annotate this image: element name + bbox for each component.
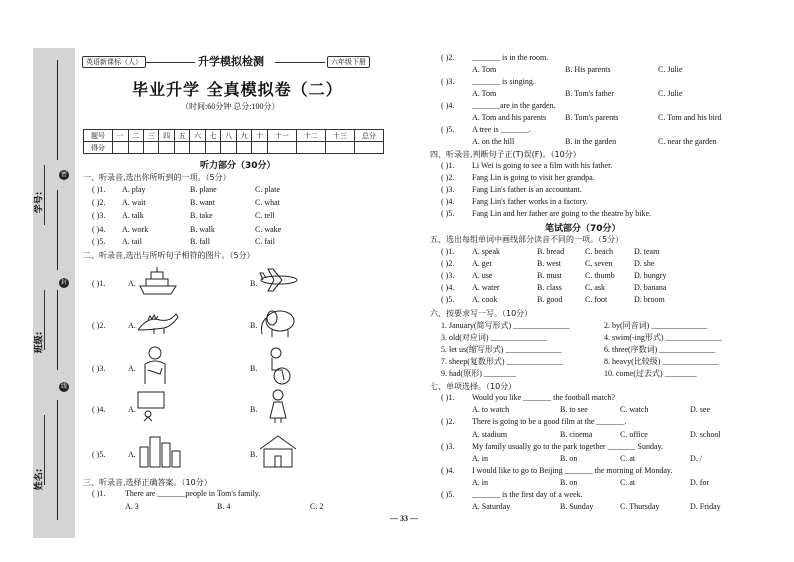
- option-c: C. at: [620, 454, 636, 463]
- fill-item[interactable]: 4. swim(-ing形式) ______________: [604, 333, 722, 342]
- option-b: B. Tom's father: [565, 89, 614, 98]
- option-b: B. west: [537, 259, 561, 268]
- question-number[interactable]: ( )2.: [441, 53, 455, 62]
- class-field[interactable]: [44, 290, 45, 350]
- question-text: A tree is _______.: [472, 125, 531, 134]
- table-cell: 十一: [267, 130, 296, 142]
- option-a: A. water: [472, 283, 500, 292]
- statement-text: Fang Lin's father is an accountant.: [472, 185, 582, 194]
- option-d: D. see: [690, 405, 710, 414]
- table-cell: 题号: [84, 130, 113, 142]
- option-a: A. Tom: [472, 65, 497, 74]
- question-text: My family usually go to the park together _______ Sunday.: [472, 442, 664, 451]
- section-5-title: 五、选出每组单词中画线部分读音不同的一项。（5分）: [430, 235, 624, 244]
- option-b: B. class: [537, 283, 562, 292]
- option-b: B.: [250, 279, 258, 288]
- table-cell: 一: [113, 130, 128, 142]
- statement-text: Fang Lin is going to visit her grandpa.: [472, 173, 595, 182]
- option-d: D. banana: [634, 283, 667, 292]
- question-number[interactable]: ( )5.: [441, 209, 455, 218]
- option-c: C. ask: [585, 283, 605, 292]
- city-buildings-icon: [138, 433, 182, 469]
- option-d: D. hungry: [634, 271, 667, 280]
- injured-boy-icon: [140, 346, 170, 386]
- fill-item[interactable]: 5. let us(缩写形式) ______________: [441, 345, 562, 354]
- score-header-row: [84, 130, 384, 142]
- option-c: C. thumb: [585, 271, 615, 280]
- option-c: C. wake: [255, 225, 282, 234]
- class-label: 班级:: [34, 331, 45, 354]
- binding-strip: [33, 48, 75, 538]
- option-d: D. broom: [634, 295, 665, 304]
- option-a: A.: [128, 364, 136, 373]
- option-c: C. what: [255, 198, 280, 207]
- option-c: C. Thursday: [620, 502, 660, 511]
- option-c: C. Tom and his bird: [658, 113, 722, 122]
- table-cell: 四: [159, 130, 174, 142]
- question-text: There are _______people in Tom's family.: [125, 489, 261, 498]
- house-icon: [258, 433, 298, 469]
- option-a: A. Tom and his parents: [472, 113, 547, 122]
- written-header: 笔试部分（70分）: [545, 224, 621, 234]
- score-cell[interactable]: [296, 142, 325, 154]
- option-b: B.: [250, 405, 258, 414]
- option-b: B.: [250, 321, 258, 330]
- score-row: [84, 142, 384, 154]
- listening-header: 听力部分（30分）: [200, 161, 276, 171]
- score-cell[interactable]: [143, 142, 158, 154]
- dinosaur-icon: [136, 308, 180, 336]
- option-b: B. Sunday: [560, 502, 594, 511]
- option-b: B. His parents: [565, 65, 611, 74]
- option-d: D. /: [690, 454, 702, 463]
- option-b: B.: [250, 364, 258, 373]
- option-b: B. take: [190, 211, 213, 220]
- option-b: B. good: [537, 295, 563, 304]
- score-cell[interactable]: [267, 142, 296, 154]
- question-number[interactable]: ( )4.: [92, 225, 106, 234]
- option-d: D. for: [690, 478, 710, 487]
- table-cell: 十三: [325, 130, 354, 142]
- score-cell[interactable]: [252, 142, 267, 154]
- question-number[interactable]: ( )4.: [441, 197, 455, 206]
- question-number[interactable]: ( )2.: [441, 259, 455, 268]
- table-cell: 二: [128, 130, 143, 142]
- option-a: A. wait: [122, 198, 146, 207]
- option-c: C. at: [620, 478, 636, 487]
- option-a: A. use: [472, 271, 493, 280]
- option-a: A. get: [472, 259, 492, 268]
- ship-icon: [138, 266, 178, 296]
- option-c: C. Julie: [658, 89, 683, 98]
- score-cell[interactable]: [190, 142, 205, 154]
- question-text: _______ is singing.: [472, 77, 535, 86]
- exam-title: 毕业升学 全真模拟卷（二）: [132, 80, 343, 99]
- table-cell: 九: [236, 130, 251, 142]
- option-c: C. foot: [585, 295, 608, 304]
- option-a: A. play: [122, 185, 146, 194]
- option-c: C. beach: [585, 247, 613, 256]
- wheelchair-icon: [262, 346, 294, 386]
- option-a: A.: [128, 321, 136, 330]
- question-number[interactable]: ( )1.: [92, 279, 106, 288]
- statement-text: Fang Lin's father works in a factory.: [472, 197, 588, 206]
- fill-item[interactable]: 7. sheep(复数形式) ______________: [441, 357, 563, 366]
- option-c: C. tell: [255, 211, 275, 220]
- question-text: I would like to go to Beijing _______ the morning of Monday.: [472, 466, 673, 475]
- option-b: B. bread: [537, 247, 565, 256]
- option-a: A. 3: [125, 502, 139, 511]
- option-b: B. on: [560, 454, 578, 463]
- fill-item[interactable]: 9. had(原形) ________: [441, 369, 516, 378]
- fill-item[interactable]: 2. by(同音词) ______________: [604, 321, 708, 330]
- option-a: A.: [128, 450, 136, 459]
- section-4-title: 四、听录音,判断句子正(T)误(F)。（10分）: [430, 150, 581, 159]
- question-number[interactable]: ( )4.: [92, 405, 106, 414]
- question-number[interactable]: ( )4.: [441, 101, 455, 110]
- table-cell: 五: [174, 130, 189, 142]
- question-number[interactable]: ( )1.: [441, 247, 455, 256]
- question-number[interactable]: ( )1.: [441, 393, 455, 402]
- option-c: C. 2: [310, 502, 324, 511]
- table-cell: 八: [221, 130, 236, 142]
- option-b: B. 4: [217, 502, 231, 511]
- question-number[interactable]: ( )3.: [441, 185, 455, 194]
- option-b: B. to see: [560, 405, 588, 414]
- option-b: B. cinema: [560, 430, 593, 439]
- question-number[interactable]: ( )4.: [441, 283, 455, 292]
- score-cell[interactable]: [174, 142, 189, 154]
- option-c: C. near the garden: [658, 137, 717, 146]
- option-a: A. in: [472, 454, 488, 463]
- option-a: A. stadium: [472, 430, 508, 439]
- seal-line: [57, 60, 58, 160]
- grade-tag: 六年级下册: [327, 56, 370, 68]
- seal-line: [57, 190, 58, 270]
- header-rule: [145, 62, 195, 63]
- score-cell[interactable]: [221, 142, 236, 154]
- table-cell: 七: [205, 130, 220, 142]
- option-a: A. Saturday: [472, 502, 511, 511]
- section-7-title: 七、单项选择。（10分）: [430, 382, 517, 391]
- section-1-title: 一、听录音,选出你所听到的一项。（5分）: [83, 173, 231, 182]
- option-a: A. Tom: [472, 89, 497, 98]
- fill-item[interactable]: 1. January(简写形式) ______________: [441, 321, 570, 330]
- score-cell[interactable]: [236, 142, 251, 154]
- fill-item[interactable]: 6. three(序数词) ______________: [604, 345, 716, 354]
- question-number[interactable]: ( )2.: [441, 173, 455, 182]
- option-b: B. fall: [190, 237, 210, 246]
- question-number[interactable]: ( )5.: [92, 450, 106, 459]
- question-number[interactable]: ( )3.: [92, 211, 106, 220]
- option-d: D. team: [634, 247, 660, 256]
- question-text: _______are in the garden.: [472, 101, 556, 110]
- student-id-field[interactable]: [44, 165, 45, 225]
- option-a: A. cook: [472, 295, 498, 304]
- airplane-icon: [258, 266, 300, 294]
- question-number[interactable]: ( )3.: [441, 77, 455, 86]
- header-title: 升学模拟检测: [198, 55, 264, 68]
- question-number[interactable]: ( )3.: [441, 271, 455, 280]
- option-b: B.: [250, 450, 258, 459]
- score-table: [83, 129, 384, 154]
- score-cell[interactable]: [113, 142, 128, 154]
- option-c: C. plate: [255, 185, 280, 194]
- option-c: C. watch: [620, 405, 649, 414]
- seal-dot: 封: [60, 279, 67, 286]
- option-b: B. plane: [190, 185, 217, 194]
- question-number[interactable]: ( )5.: [441, 295, 455, 304]
- question-text: _______ is in the room.: [472, 53, 549, 62]
- name-label: 姓名:: [34, 468, 45, 491]
- question-number[interactable]: ( )2.: [92, 198, 106, 207]
- option-a: A. to watch: [472, 405, 510, 414]
- question-text: Would you like _______ the football match?: [472, 393, 615, 402]
- question-number[interactable]: ( )2.: [92, 321, 106, 330]
- statement-text: Li Wei is going to see a film with his father.: [472, 161, 613, 170]
- question-text: There is going to be a good film at the _______.: [472, 417, 627, 426]
- elephant-icon: [258, 306, 298, 338]
- option-c: C. seven: [585, 259, 613, 268]
- classroom-icon: [136, 390, 166, 422]
- section-2-title: 二、听录音,选出与所听句子相符的图片。（5分）: [83, 251, 255, 260]
- fill-item[interactable]: 10. come(过去式) ________: [604, 369, 697, 378]
- seal-line: [57, 290, 58, 370]
- question-number[interactable]: ( )5.: [441, 490, 455, 499]
- question-number[interactable]: ( )1.: [92, 185, 106, 194]
- option-a: A. work: [122, 225, 149, 234]
- fill-item[interactable]: 3. old(对应词) ______________: [441, 333, 547, 342]
- header-rule: [275, 62, 325, 63]
- table-cell: 六: [190, 130, 205, 142]
- score-cell[interactable]: [205, 142, 220, 154]
- option-d: D. Friday: [690, 502, 721, 511]
- table-cell: 三: [143, 130, 158, 142]
- section-3-title: 三、听录音,选择正确答案。（10分）: [83, 478, 212, 487]
- table-cell: 十: [252, 130, 267, 142]
- option-c: C. Julie: [658, 65, 683, 74]
- fill-item[interactable]: 8. heavy(比较级) ______________: [604, 357, 719, 366]
- score-cell[interactable]: [354, 142, 383, 154]
- score-cell[interactable]: [159, 142, 174, 154]
- question-number[interactable]: ( )3.: [92, 364, 106, 373]
- page-number: — 33 —: [390, 514, 418, 523]
- option-a: A. tail: [122, 237, 142, 246]
- seal-dot: 线: [60, 383, 67, 390]
- option-a: A.: [128, 405, 136, 414]
- question-number[interactable]: ( )4.: [441, 466, 455, 475]
- score-cell[interactable]: [128, 142, 143, 154]
- seal-dot: 密: [60, 171, 67, 178]
- option-b: B. in the garden: [565, 137, 617, 146]
- question-number[interactable]: ( )1.: [441, 161, 455, 170]
- question-number[interactable]: ( )3.: [441, 442, 455, 451]
- name-field[interactable]: [44, 415, 45, 485]
- seal-line: [57, 400, 58, 520]
- option-c: C. office: [620, 430, 648, 439]
- option-a: A. in: [472, 478, 488, 487]
- option-a: A.: [128, 279, 136, 288]
- table-cell: 得分: [84, 142, 113, 154]
- option-c: C. fail: [255, 237, 275, 246]
- table-cell: 总分: [354, 130, 383, 142]
- option-b: B. must: [537, 271, 562, 280]
- question-number[interactable]: ( )2.: [441, 417, 455, 426]
- question-number[interactable]: ( )5.: [92, 237, 106, 246]
- option-b: B. want: [190, 198, 215, 207]
- student-id-label: 学号:: [34, 191, 45, 214]
- option-d: D. she: [634, 259, 655, 268]
- option-d: D. school: [690, 430, 721, 439]
- option-a: A. talk: [122, 211, 144, 220]
- option-b: B. walk: [190, 225, 215, 234]
- option-a: A. on the hill: [472, 137, 515, 146]
- option-b: B. Tom's parents: [565, 113, 619, 122]
- section-6-title: 六、按要求写一写。（10分）: [430, 309, 533, 318]
- question-text: _______ is the first day of a week.: [472, 490, 583, 499]
- exam-meta: （时间:60分钟 总分:100分）: [181, 102, 280, 111]
- statement-text: Fang Lin and her father are going to the theatre by bike.: [472, 209, 652, 218]
- option-b: B. on: [560, 478, 578, 487]
- option-a: A. speak: [472, 247, 500, 256]
- question-number[interactable]: ( )1.: [92, 489, 106, 498]
- table-cell: 十二: [296, 130, 325, 142]
- question-number[interactable]: ( )5.: [441, 125, 455, 134]
- edition-tag: 英语新课标（人）: [82, 56, 146, 68]
- score-cell[interactable]: [325, 142, 354, 154]
- girl-icon: [264, 388, 292, 424]
